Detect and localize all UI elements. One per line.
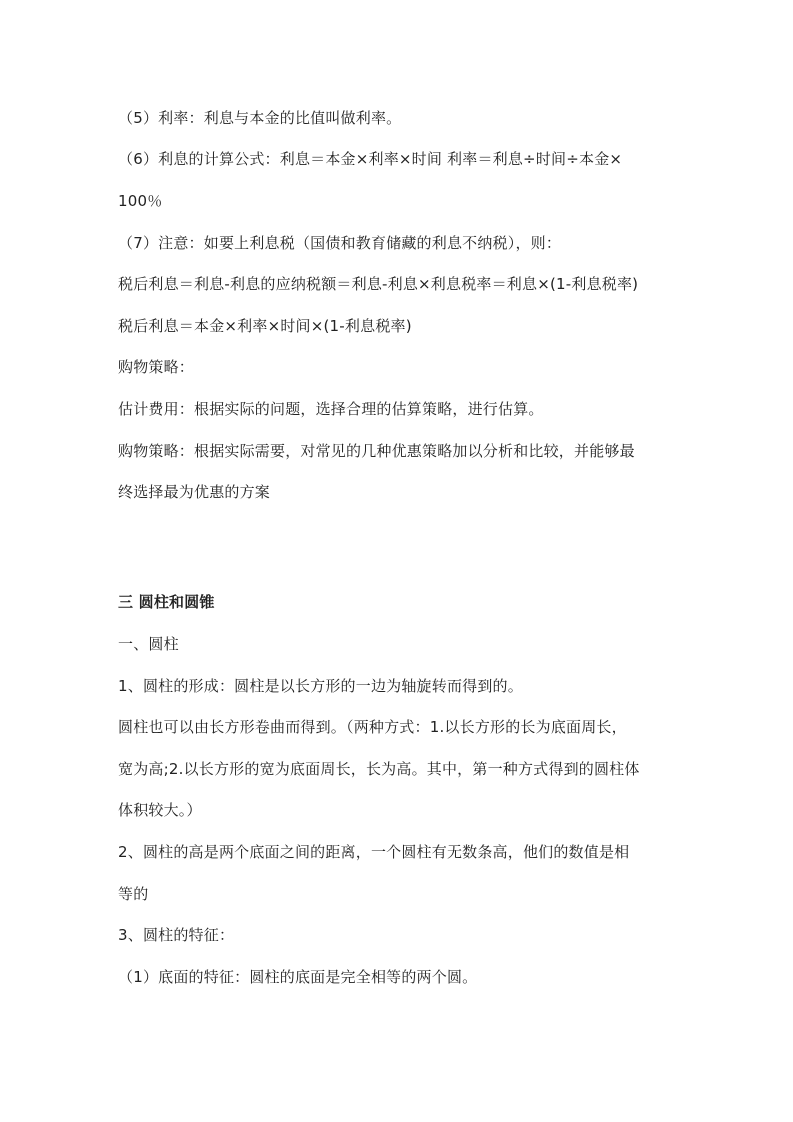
after-tax-interest-formula-1: 税后利息＝利息-利息的应纳税额＝利息-利息×利息税率＝利息×(1-利息税率): [118, 275, 639, 293]
cylinder-height: 2、圆柱的高是两个底面之间的距离，一个圆柱有无数条高，他们的数值是相: [118, 843, 630, 861]
interest-tax-note: （7）注意：如要上利息税（国债和教育储藏的利息不纳税），则：: [118, 234, 562, 252]
shopping-strategy-heading: 购物策略：: [118, 358, 195, 376]
cylinder-height-continued: 等的: [118, 885, 149, 903]
shopping-strategy-text: 购物策略：根据实际需要，对常见的几种优惠策略加以分析和比较，并能够最: [118, 442, 635, 460]
subsection-cylinder: 一、圆柱: [118, 635, 179, 653]
cylinder-rolling: 圆柱也可以由长方形卷曲而得到。（两种方式：1.以长方形的长为底面周长，: [118, 718, 627, 736]
interest-rate-definition: （5）利率：利息与本金的比值叫做利率。: [118, 109, 402, 127]
interest-formula-continued: 100％: [118, 192, 163, 210]
cylinder-volume-note: 体积较大。）: [118, 801, 202, 819]
interest-formula: （6）利息的计算公式：利息＝本金×利率×时间 利率＝利息÷时间÷本金×: [118, 150, 623, 168]
after-tax-interest-formula-2: 税后利息＝本金×利率×时间×(1-利息税率): [118, 317, 412, 335]
shopping-strategy-text-continued: 终选择最为优惠的方案: [118, 483, 271, 501]
cylinder-rolling-continued: 宽为高;2.以长方形的宽为底面周长，长为高。其中，第一种方式得到的圆柱体: [118, 760, 640, 778]
cylinder-formation: 1、圆柱的形成：圆柱是以长方形的一边为轴旋转而得到的。: [118, 677, 523, 695]
cylinder-features: 3、圆柱的特征：: [118, 926, 235, 944]
section-heading-cylinder-cone: 三 圆柱和圆锥: [118, 593, 215, 611]
cylinder-base-feature: （1）底面的特征：圆柱的底面是完全相等的两个圆。: [118, 968, 478, 986]
cost-estimation: 估计费用：根据实际的问题，选择合理的估算策略，进行估算。: [118, 400, 544, 418]
